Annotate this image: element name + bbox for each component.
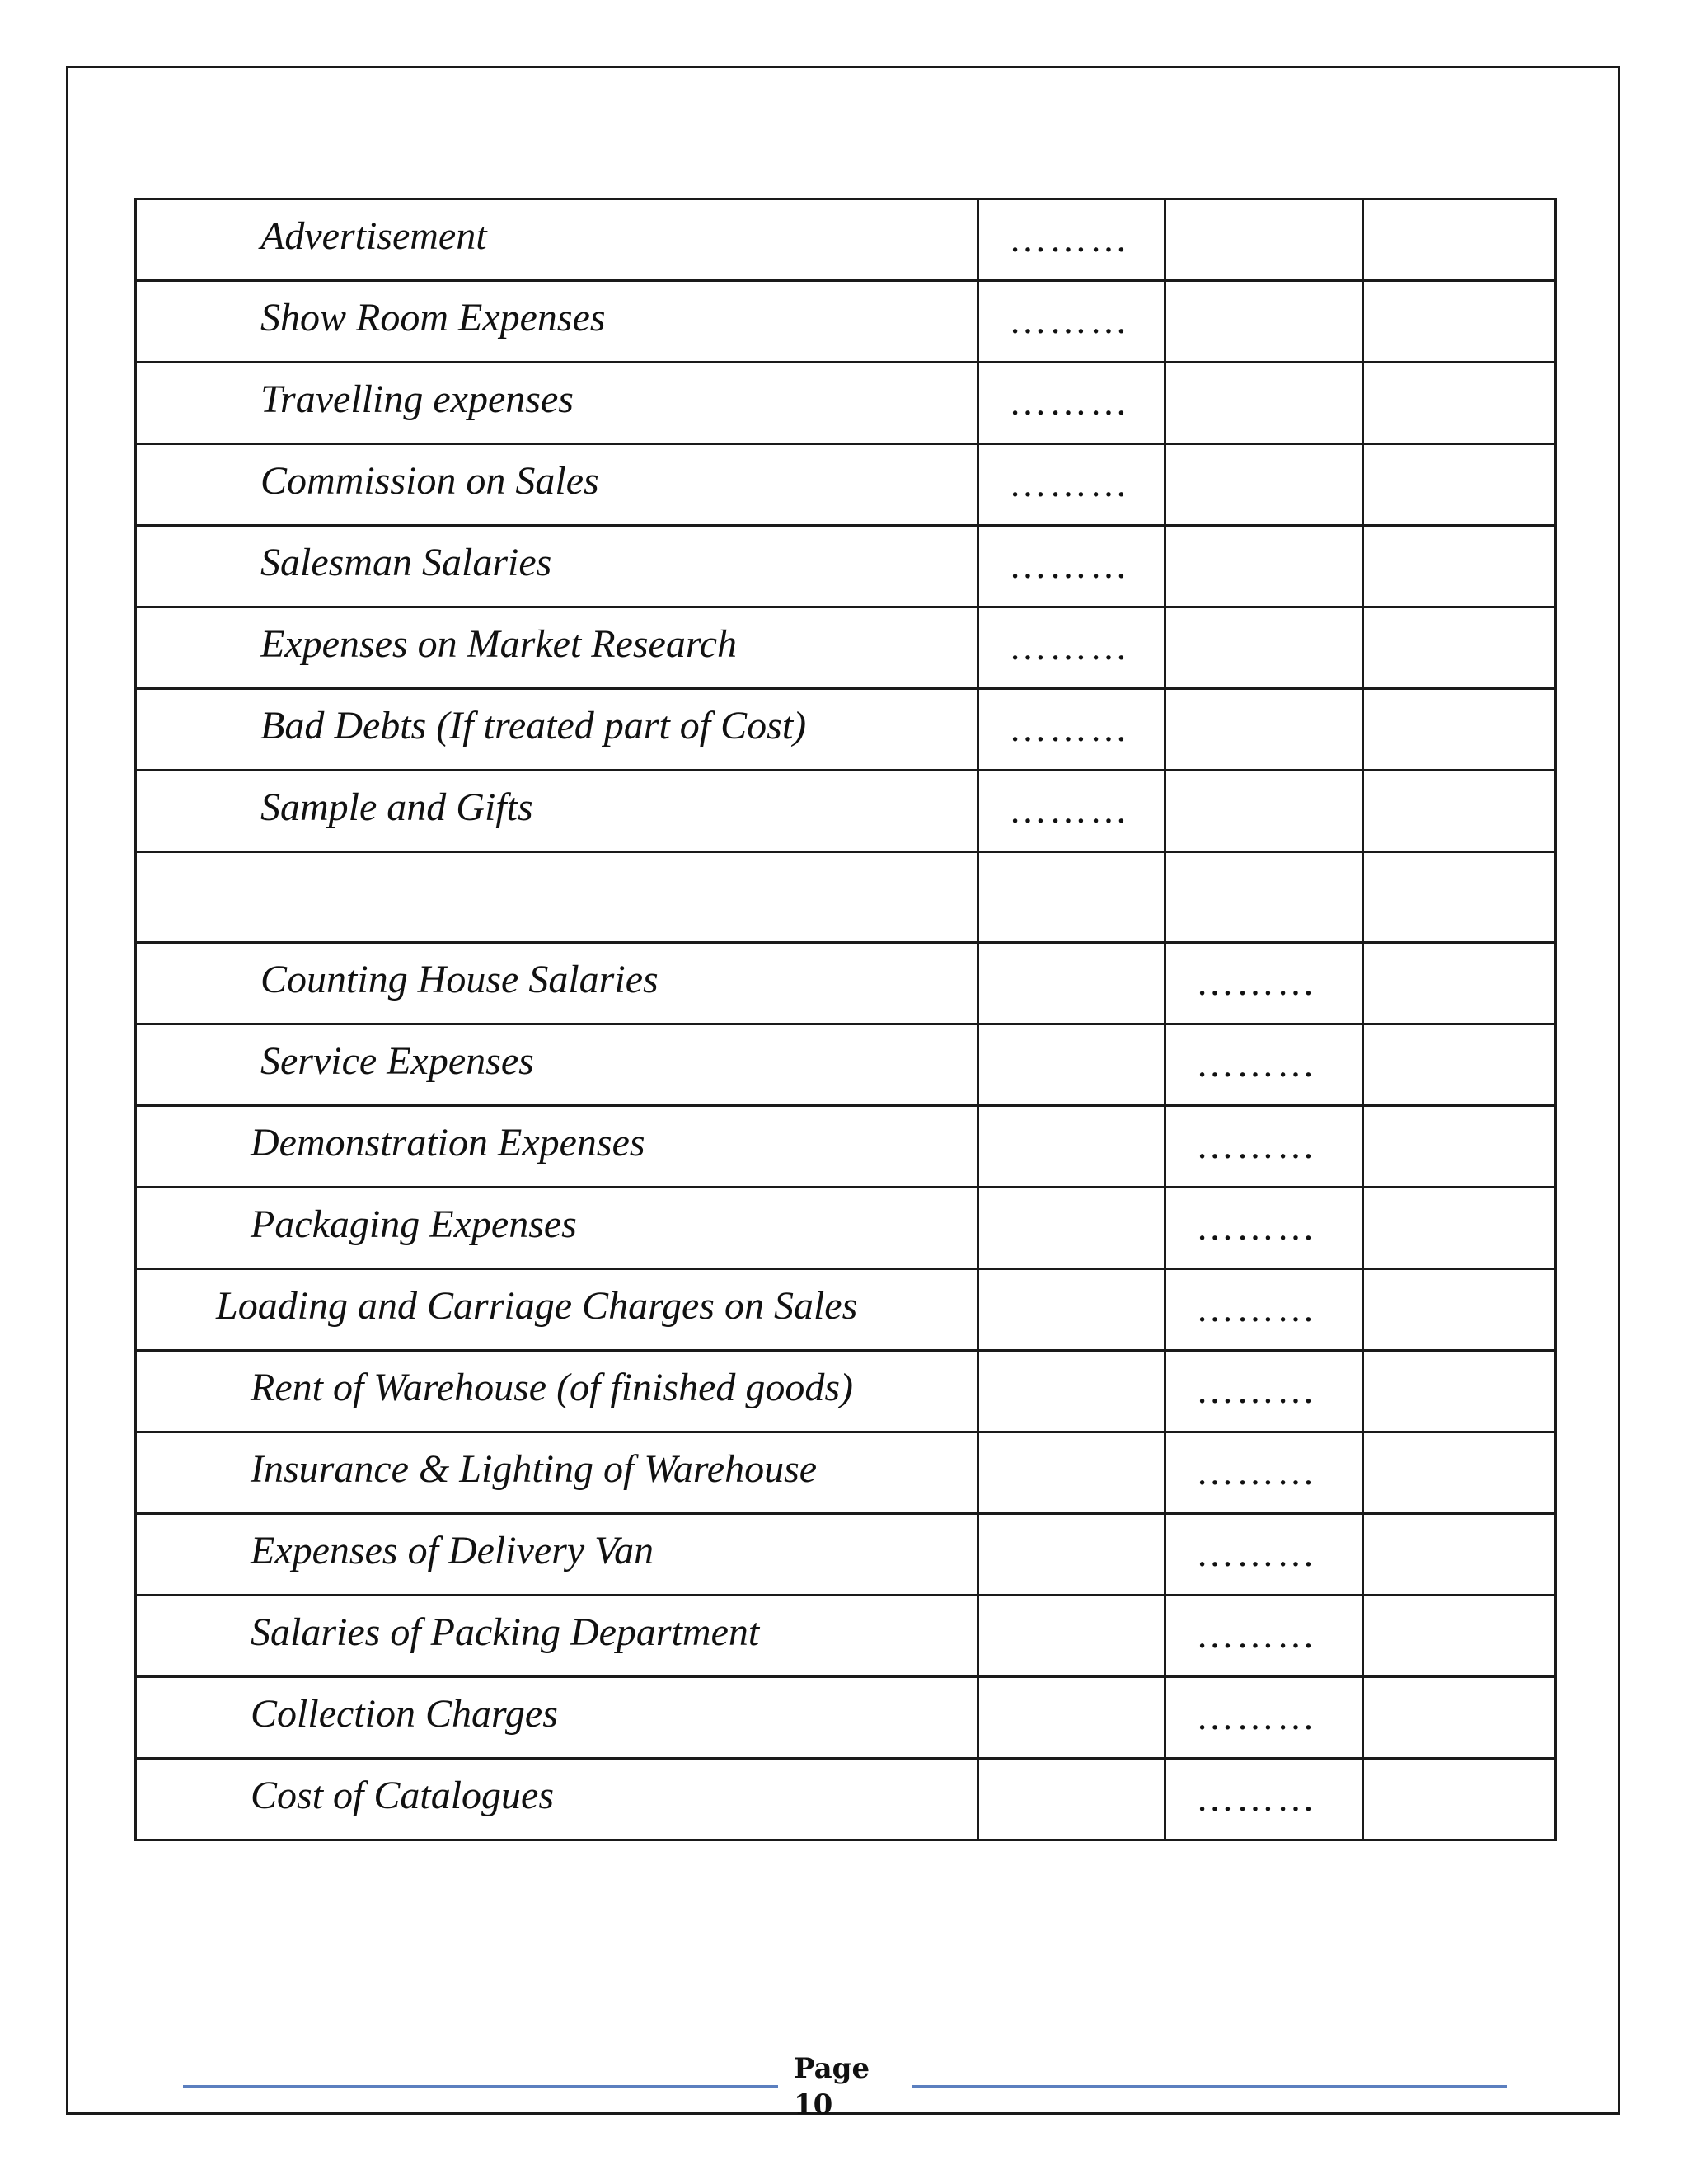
amount-cell-1 [978, 943, 1165, 1024]
amount-cell-3 [1363, 607, 1556, 689]
amount-cell-3 [1363, 1677, 1556, 1759]
item-label: Collection Charges [136, 1677, 978, 1759]
page-word: Page [794, 2052, 870, 2085]
table-row-blank [136, 852, 1556, 943]
item-label: Loading and Carriage Charges on Sales [136, 1269, 978, 1351]
item-label: Travelling expenses [136, 363, 978, 444]
item-label: Demonstration Expenses [136, 1106, 978, 1188]
footer-rule-right [912, 2085, 1507, 2088]
item-label: Advertisement [136, 199, 978, 281]
amount-cell-1 [978, 1106, 1165, 1188]
cost-sheet-table [134, 198, 1557, 1841]
amount-cell-2: ……… [1165, 1024, 1363, 1106]
amount-cell-1: ……… [978, 607, 1165, 689]
table-row [136, 199, 1556, 281]
amount-cell-3 [1363, 444, 1556, 526]
amount-cell-3 [1363, 943, 1556, 1024]
amount-cell-1: ……… [978, 689, 1165, 771]
table-row [136, 1514, 1556, 1596]
amount-cell-3 [1363, 1432, 1556, 1514]
footer-rule-left [183, 2085, 778, 2088]
item-label [136, 852, 978, 943]
amount-cell-2 [1165, 607, 1363, 689]
amount-cell-1 [978, 852, 1165, 943]
table-row [136, 1351, 1556, 1432]
table-row [136, 444, 1556, 526]
amount-cell-3 [1363, 689, 1556, 771]
amount-cell-3 [1363, 771, 1556, 852]
item-label: Packaging Expenses [136, 1188, 978, 1269]
page-number: 10 [794, 2088, 833, 2121]
amount-cell-2 [1165, 199, 1363, 281]
amount-cell-2 [1165, 852, 1363, 943]
amount-cell-2: ……… [1165, 943, 1363, 1024]
amount-cell-2 [1165, 363, 1363, 444]
amount-cell-3 [1363, 1106, 1556, 1188]
table-row [136, 1269, 1556, 1351]
amount-cell-1 [978, 1677, 1165, 1759]
item-label: Bad Debts (If treated part of Cost) [136, 689, 978, 771]
item-label: Show Room Expenses [136, 281, 978, 363]
table-row [136, 689, 1556, 771]
amount-cell-2: ……… [1165, 1677, 1363, 1759]
amount-cell-1 [978, 1269, 1165, 1351]
item-label: Sample and Gifts [136, 771, 978, 852]
amount-cell-2: ……… [1165, 1432, 1363, 1514]
amount-cell-2: ……… [1165, 1269, 1363, 1351]
item-label: Salesman Salaries [136, 526, 978, 607]
amount-cell-2 [1165, 526, 1363, 607]
item-label: Commission on Sales [136, 444, 978, 526]
amount-cell-1: ……… [978, 444, 1165, 526]
table-row [136, 1596, 1556, 1677]
item-label: Counting House Salaries [136, 943, 978, 1024]
amount-cell-2 [1165, 771, 1363, 852]
amount-cell-3 [1363, 199, 1556, 281]
amount-cell-1 [978, 1596, 1165, 1677]
table-row [136, 526, 1556, 607]
amount-cell-2: ……… [1165, 1188, 1363, 1269]
amount-cell-2: ……… [1165, 1351, 1363, 1432]
amount-cell-1: ……… [978, 771, 1165, 852]
amount-cell-2: ……… [1165, 1596, 1363, 1677]
amount-cell-3 [1363, 1269, 1556, 1351]
amount-cell-3 [1363, 1024, 1556, 1106]
amount-cell-1: ……… [978, 281, 1165, 363]
amount-cell-1 [978, 1024, 1165, 1106]
amount-cell-2: ……… [1165, 1514, 1363, 1596]
amount-cell-3 [1363, 1759, 1556, 1840]
table-row [136, 281, 1556, 363]
amount-cell-2: ……… [1165, 1759, 1363, 1840]
amount-cell-1 [978, 1759, 1165, 1840]
amount-cell-3 [1363, 1351, 1556, 1432]
table-row [136, 1106, 1556, 1188]
amount-cell-3 [1363, 1188, 1556, 1269]
table-row [136, 1432, 1556, 1514]
item-label: Expenses on Market Research [136, 607, 978, 689]
amount-cell-1 [978, 1188, 1165, 1269]
amount-cell-2 [1165, 281, 1363, 363]
amount-cell-3 [1363, 363, 1556, 444]
item-label: Cost of Catalogues [136, 1759, 978, 1840]
item-label: Expenses of Delivery Van [136, 1514, 978, 1596]
table-row [136, 607, 1556, 689]
amount-cell-2 [1165, 689, 1363, 771]
table-row [136, 363, 1556, 444]
item-label: Salaries of Packing Department [136, 1596, 978, 1677]
amount-cell-1: ……… [978, 526, 1165, 607]
amount-cell-3 [1363, 1514, 1556, 1596]
amount-cell-3 [1363, 852, 1556, 943]
amount-cell-1 [978, 1432, 1165, 1514]
table-row [136, 1759, 1556, 1840]
item-label: Rent of Warehouse (of finished goods) [136, 1351, 978, 1432]
table-row [136, 1024, 1556, 1106]
table-row [136, 943, 1556, 1024]
amount-cell-2 [1165, 444, 1363, 526]
amount-cell-1 [978, 1514, 1165, 1596]
item-label: Insurance & Lighting of Warehouse [136, 1432, 978, 1514]
amount-cell-1 [978, 1351, 1165, 1432]
amount-cell-3 [1363, 281, 1556, 363]
amount-cell-2: ……… [1165, 1106, 1363, 1188]
page-number-label [794, 2050, 870, 2123]
amount-cell-1: ……… [978, 363, 1165, 444]
table-row [136, 1677, 1556, 1759]
amount-cell-3 [1363, 1596, 1556, 1677]
item-label: Service Expenses [136, 1024, 978, 1106]
amount-cell-3 [1363, 526, 1556, 607]
table-row [136, 771, 1556, 852]
amount-cell-1: ……… [978, 199, 1165, 281]
table-row [136, 1188, 1556, 1269]
